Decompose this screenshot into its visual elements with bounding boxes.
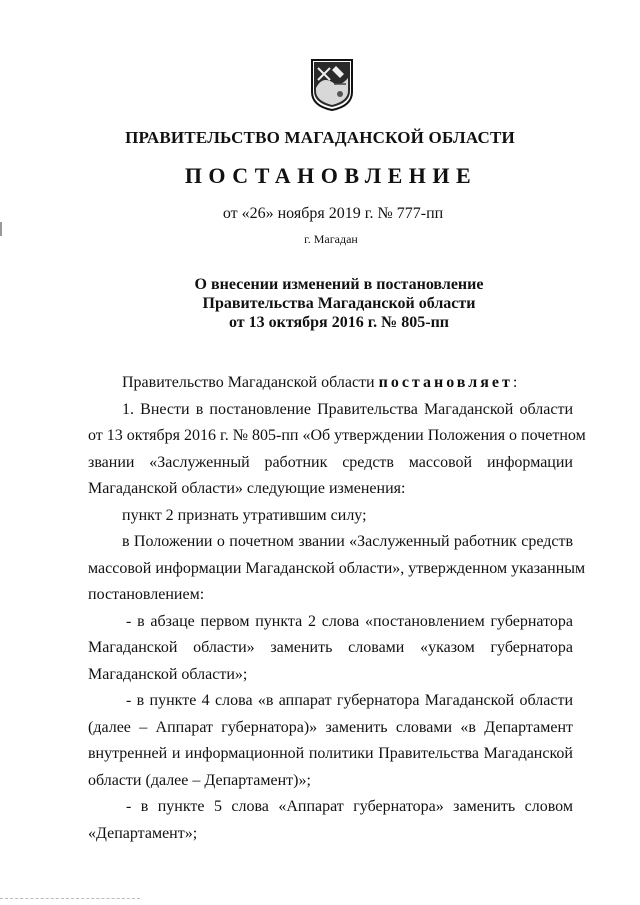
body-line: Магаданской области» заменить словами «указом губернатора	[88, 639, 573, 656]
body-line: «Департамент»;	[88, 824, 198, 842]
intro-line	[88, 370, 573, 397]
body-line: пункт 2 признать утратившим силу;	[122, 506, 367, 524]
title-line: от 13 октября 2016 г. № 805-пп	[228, 314, 450, 331]
body-line: в Положении о почетном звании «Заслуженный работник средств	[122, 533, 573, 550]
title-line: Правительства Магаданской области	[202, 295, 476, 312]
document-body	[88, 370, 586, 847]
scan-bottom-mark	[0, 898, 140, 900]
body-line: от 13 октября 2016 г. № 805-пп «Об утверждении Положения о почетном	[88, 427, 586, 444]
intro-decree-word: постановляет	[378, 374, 513, 391]
body-line: массовой информации Магаданской области», утвержденном указанным	[88, 559, 586, 577]
body-line: - в пункте 4 слова «в аппарат губернатора Магаданской области	[126, 692, 573, 709]
body-line: 1. Внести в постановление Правительства Магаданской области	[122, 400, 573, 418]
body-line: постановлением:	[88, 586, 205, 603]
intro-text: Правительство Магаданской области	[122, 374, 379, 391]
body-line: - в абзаце первом пункта 2 слова «постановлением губернатора	[126, 612, 573, 630]
document-type: ПОСТАНОВЛЕНИЕ	[184, 163, 478, 188]
body-line: Магаданской области»;	[88, 665, 248, 683]
document-title	[0, 275, 640, 332]
government-name: ПРАВИТЕЛЬСТВО МАГАДАНСКОЙ ОБЛАСТИ	[125, 128, 515, 147]
date-number: от «26» ноября 2019 г. № 777-пп	[222, 205, 444, 222]
body-line: звании «Заслуженный работник средств массовой информации	[88, 453, 573, 471]
city-name: г. Магадан	[304, 232, 358, 246]
body-line: области (далее – Департамент)»;	[88, 771, 311, 789]
body-line: (далее – Аппарат губернатора)» заменить словами «в Департамент	[88, 718, 573, 736]
body-line: - в пункте 5 слова «Аппарат губернатора» заменить словом	[126, 798, 573, 815]
intro-colon: :	[512, 374, 518, 391]
title-line: О внесении изменений в постановление	[194, 276, 484, 293]
coat-of-arms-icon	[310, 58, 354, 112]
body-line: внутренней и информационной политики Правительства Магаданской	[88, 745, 573, 762]
body-line: Магаданской области» следующие изменения:	[88, 480, 406, 497]
